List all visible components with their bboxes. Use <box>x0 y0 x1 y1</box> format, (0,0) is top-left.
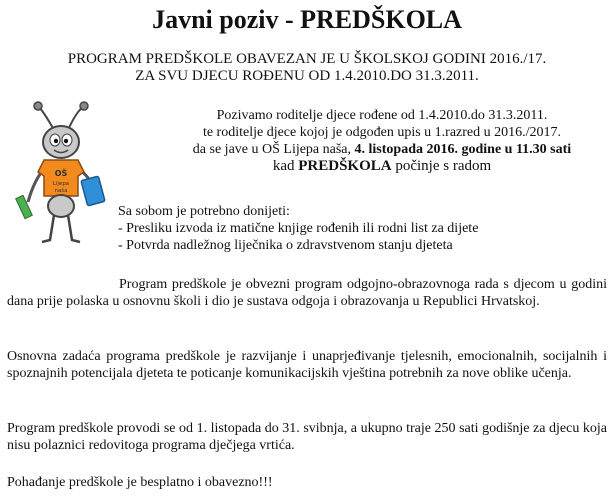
page-title: Javni poziv - PREDŠKOLA <box>152 5 462 34</box>
shirt-text-school: OŠ <box>54 169 68 178</box>
paragraph-goals: Osnovna zadaća programa predškole je razvijanje i unaprjeđivanje tjelesnih, emocionalnih, socijalnih i spoznajnih potencijala djeteta te poticanje komunikacijskih vještina potrebnih za nove oblike učenja. <box>7 349 607 381</box>
invite-line-3-text: da se jave u OŠ Lijepa naša, <box>192 142 355 157</box>
paragraph-program: Program predškole je obvezni program odgojno-obrazovnoga rada s djecom u godini dana prije polaska u osnovnu školi i dio je sustava odgoja i obrazovanja u Republici Hrvatskoj. <box>7 277 607 309</box>
invite-line-3 <box>150 141 614 158</box>
invite-line-1: Pozivamo roditelje djece rođene od 1.4.2010.do 31.3.2011. <box>216 108 548 123</box>
shirt-text-name: Lijepa <box>52 181 70 187</box>
bring-intro: Sa sobom je potrebno donijeti: <box>118 204 290 219</box>
closing-note: Pohađanje predškole je besplatno i obavezno!!! <box>7 475 273 490</box>
subtitle-line-1: PROGRAM PREDŠKOLE OBAVEZAN JE U ŠKOLSKOJ GODINI 2016./17. <box>67 51 547 67</box>
invite-line-2: te roditelje djece kojoj je odgođen upis u 1.razred u 2016./2017. <box>202 125 562 140</box>
shirt-text-name-2: naša <box>54 188 68 194</box>
invite-line-4-c: počinje s radom <box>391 158 492 174</box>
invite-line-4-a: kad <box>272 158 299 174</box>
ant-mascot-illustration <box>14 100 114 246</box>
bring-item-2: - Potvrda nadležnog liječnika o zdravstvenom stanju djeteta <box>118 238 453 253</box>
subtitle-line-2: ZA SVU DJECU ROĐENU OD 1.4.2010.DO 31.3.2011. <box>135 68 479 84</box>
invite-line-4 <box>150 158 614 175</box>
paragraph-duration: Program predškole provodi se od 1. listopada do 31. svibnja, a ukupno traje 250 sati godišnje za djecu koja nisu polaznici redovitoga programa dječjega vrtića. <box>7 421 607 453</box>
bring-item-1: - Presliku izvoda iz matične knjige rođenih ili rodni list za dijete <box>118 221 479 236</box>
invite-date: 4. listopada 2016. godine u 11.30 sati <box>354 142 572 157</box>
invite-predskola: PREDŠKOLA <box>298 158 392 174</box>
